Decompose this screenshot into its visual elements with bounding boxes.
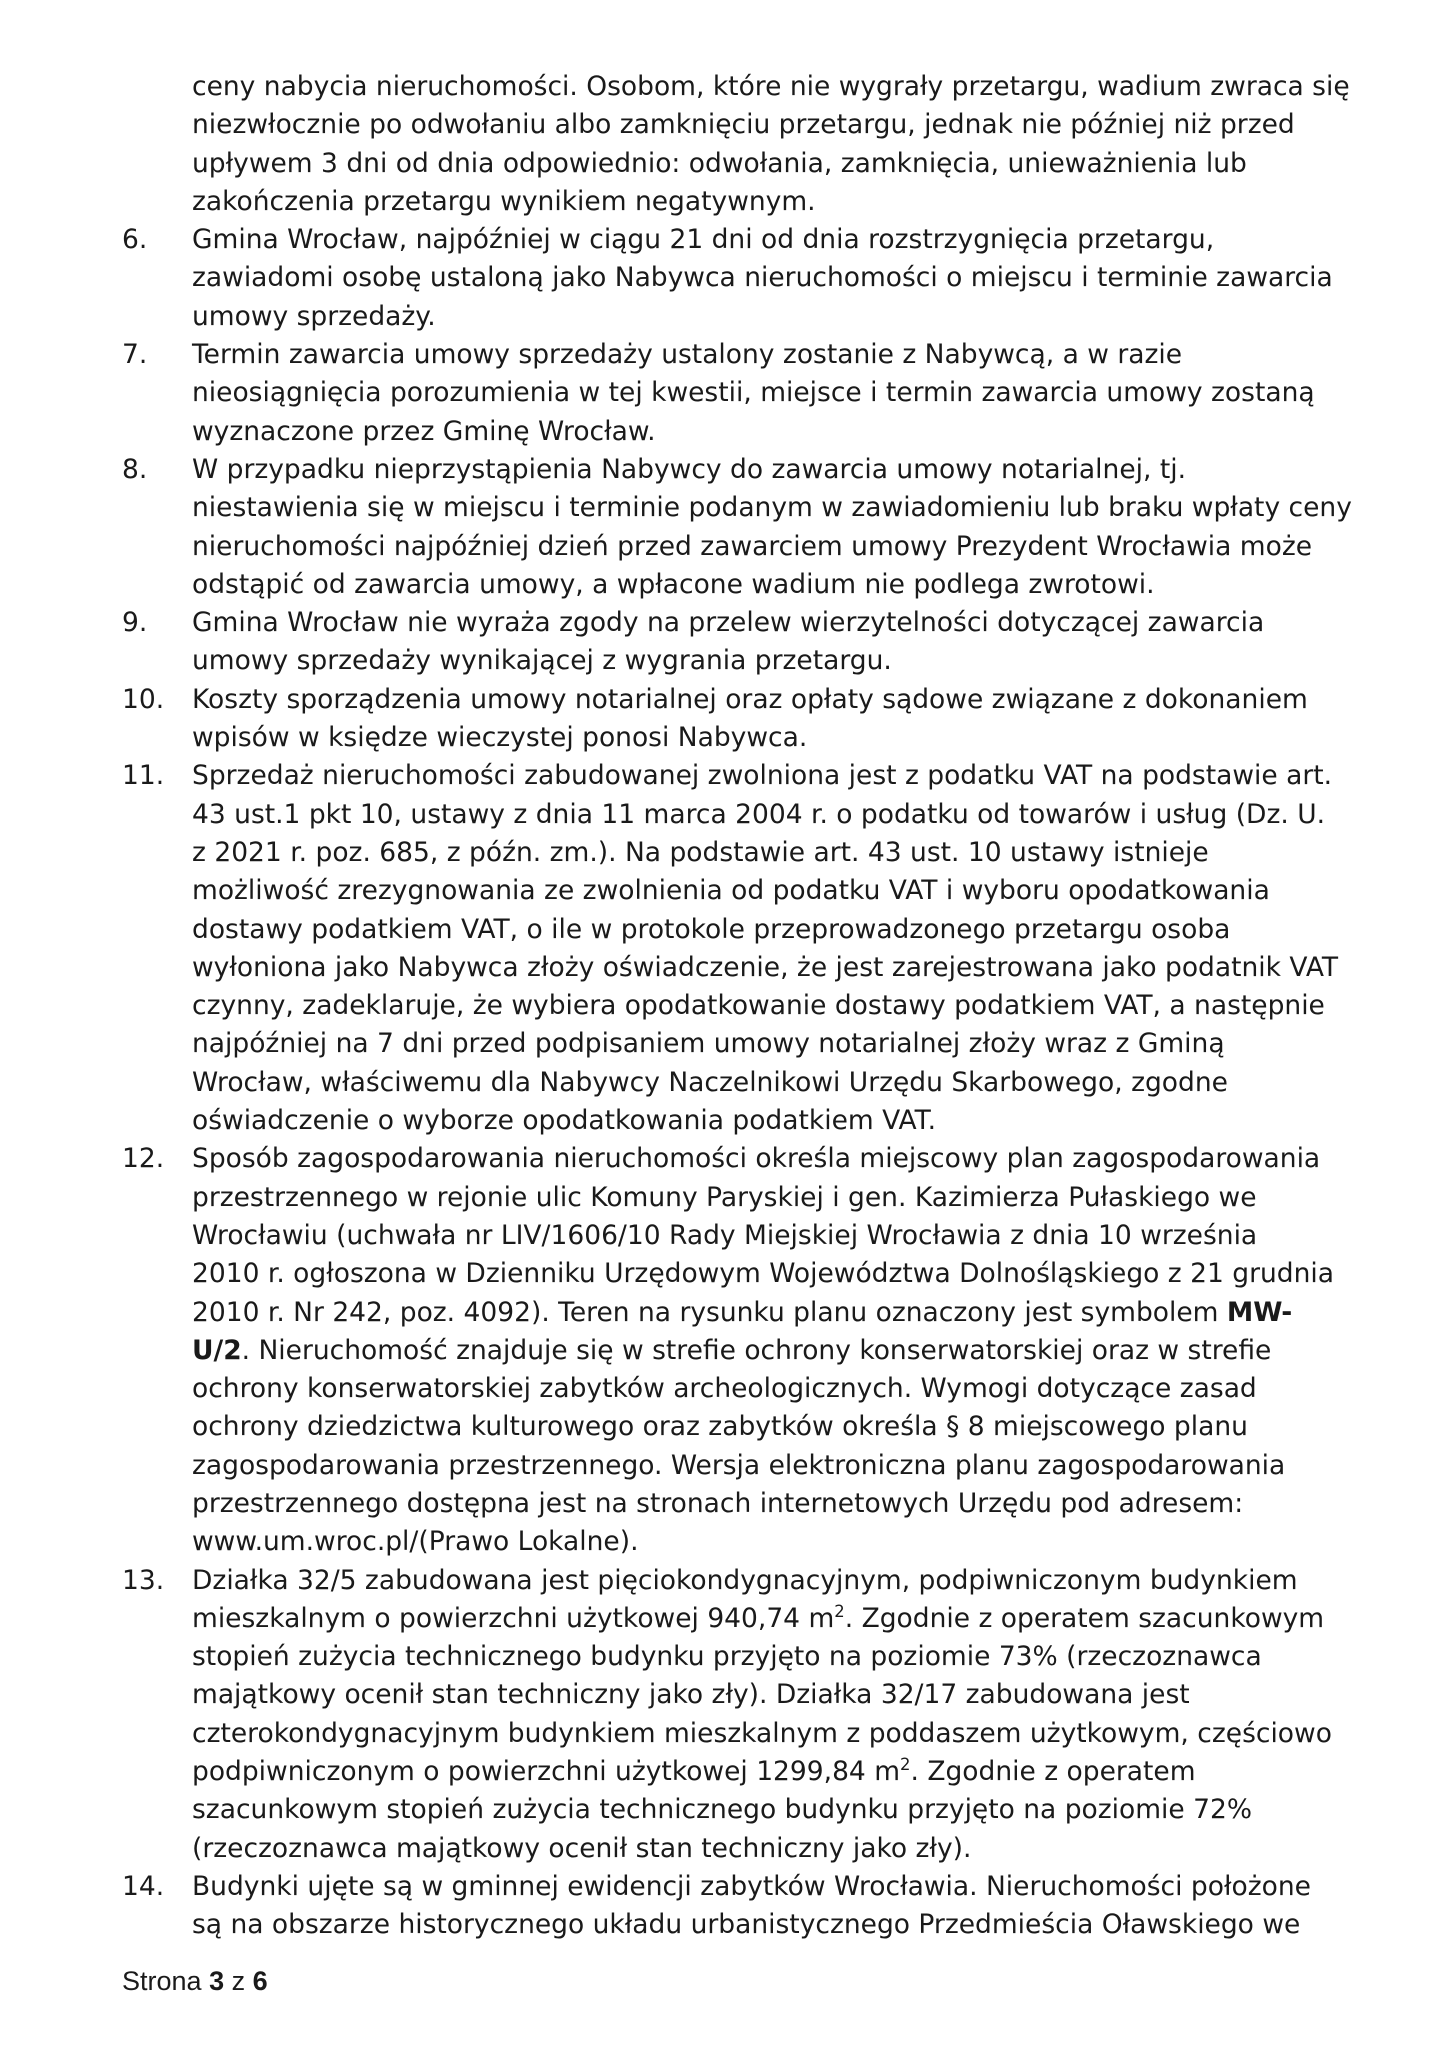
text-line: są na obszarze historycznego układu urbanistycznego Przedmieścia Oławskiego we	[192, 1909, 1301, 1941]
list-item-7	[122, 336, 1372, 451]
text-line: przestrzennego w rejonie ulic Komuny Paryskiej i gen. Kazimierza Pułaskiego we	[192, 1181, 1257, 1213]
text-line: nieruchomości najpóźniej dzień przed zawarciem umowy Prezydent Wrocławia może	[192, 530, 1313, 562]
text-line: Działka 32/5 zabudowana jest pięciokondygnacyjnym, podpiwniczonym budynkiem	[192, 1564, 1298, 1596]
item-number: 6.	[122, 224, 148, 256]
text-line: ochrony dziedzictwa kulturowego oraz zabytków określa § 8 miejscowego planu	[192, 1411, 1248, 1443]
text-segment: . Zgodnie z operatem szacunkowym	[844, 1602, 1325, 1634]
text-segment: podpiwniczonym o powierzchni użytkowej 1299,84 m	[192, 1756, 901, 1788]
text-line: wpisów w księdze wieczystej ponosi Nabywca.	[192, 722, 808, 754]
text-line: zagospodarowania przestrzennego. Wersja elektroniczna planu zagospodarowania	[192, 1449, 1286, 1481]
text-segment: . Zgodnie z operatem	[910, 1756, 1196, 1788]
superscript: 2	[834, 1601, 845, 1621]
plan-symbol: U/2	[192, 1334, 242, 1366]
text-line: czterokondygnacyjnym budynkiem mieszkalnym z poddaszem użytkowym, częściowo	[192, 1717, 1332, 1749]
item-number: 12.	[122, 1143, 165, 1175]
text-line: zawiadomi osobę ustaloną jako Nabywca nieruchomości o miejscu i terminie zawarcia	[192, 262, 1333, 294]
text-line: 43 ust.1 pkt 10, ustawy z dnia 11 marca 2004 r. o podatku od towarów i usług (Dz. U.	[192, 798, 1326, 830]
text-line: wyznaczone przez Gminę Wrocław.	[192, 415, 656, 447]
text-line: czynny, zadeklaruje, że wybiera opodatkowanie dostawy podatkiem VAT, a następnie	[192, 990, 1325, 1022]
text-line: zakończenia przetargu wynikiem negatywnym.	[192, 185, 816, 217]
current-page-number: 3	[209, 1966, 225, 1996]
text-line: 2010 r. ogłoszona w Dzienniku Urzędowym Województwa Dolnośląskiego z 21 grudnia	[192, 1258, 1335, 1290]
list-item-13	[122, 1562, 1372, 1868]
text-line: Sposób zagospodarowania nieruchomości określa miejscowy plan zagospodarowania	[192, 1143, 1321, 1175]
text-line: odstąpić od zawarcia umowy, a wpłacone wadium nie podlega zwrotowi.	[192, 568, 1155, 600]
list-item-11	[122, 757, 1372, 1140]
text-line: dostawy podatkiem VAT, o ile w protokole przeprowadzonego przetargu osoba	[192, 913, 1231, 945]
text-line	[192, 1332, 1372, 1370]
text-line: Gmina Wrocław nie wyraża zgody na przelew wierzytelności dotyczącej zawarcia	[192, 607, 1265, 639]
footer-separator: z	[231, 1966, 246, 1996]
footer-label: Strona	[122, 1966, 202, 1996]
continuation-paragraph	[192, 68, 1372, 221]
text-line: niezwłocznie po odwołaniu albo zamknięciu przetargu, jednak nie później niż przed	[192, 109, 1295, 141]
text-segment: mieszkalnym o powierzchni użytkowej 940,74 m	[192, 1602, 835, 1634]
text-line: przestrzennego dostępna jest na stronach internetowych Urzędu pod adresem:	[192, 1487, 1244, 1519]
list-item-9	[122, 604, 1372, 681]
text-line: Budynki ujęte są w gminnej ewidencji zabytków Wrocławia. Nieruchomości położone	[192, 1870, 1311, 1902]
text-line	[192, 1753, 1372, 1791]
text-line: umowy sprzedaży.	[192, 300, 436, 332]
item-number: 8.	[122, 453, 148, 485]
list-item-12	[122, 1140, 1372, 1561]
text-line: niestawienia się w miejscu i terminie podanym w zawiadomieniu lub braku wpłaty ceny	[192, 492, 1352, 524]
text-line: www.um.wroc.pl/(Prawo Lokalne).	[192, 1526, 639, 1558]
text-line: upływem 3 dni od dnia odpowiednio: odwołania, zamknięcia, unieważnienia lub	[192, 147, 1247, 179]
text-line: szacunkowym stopień zużycia technicznego budynku przyjęto na poziomie 72%	[192, 1794, 1253, 1826]
list-item-8	[122, 451, 1372, 604]
text-line: Termin zawarcia umowy sprzedaży ustalony zostanie z Nabywcą, a w razie	[192, 339, 1183, 371]
text-line	[192, 1600, 1372, 1638]
text-line: z 2021 r. poz. 685, z późn. zm.). Na podstawie art. 43 ust. 10 ustawy istnieje	[192, 836, 1209, 868]
document-body	[122, 68, 1372, 1945]
text-line: Sprzedaż nieruchomości zabudowanej zwolniona jest z podatku VAT na podstawie art.	[192, 760, 1333, 792]
item-number: 11.	[122, 760, 165, 792]
text-line: W przypadku nieprzystąpienia Nabywcy do zawarcia umowy notarialnej, tj.	[192, 453, 1187, 485]
text-line: nieosiągnięcia porozumienia w tej kwestii, miejsce i termin zawarcia umowy zostaną	[192, 377, 1315, 409]
text-line: ceny nabycia nieruchomości. Osobom, które nie wygrały przetargu, wadium zwraca się	[192, 71, 1350, 102]
text-line: majątkowy ocenił stan techniczny jako zły). Działka 32/17 zabudowana jest	[192, 1679, 1190, 1711]
list-item-6	[122, 221, 1372, 336]
text-segment: 2010 r. Nr 242, poz. 4092). Teren na rysunku planu oznaczony jest symbolem	[192, 1296, 1227, 1328]
text-line: Gmina Wrocław, najpóźniej w ciągu 21 dni od dnia rozstrzygnięcia przetargu,	[192, 224, 1215, 256]
plan-symbol: MW-	[1226, 1296, 1293, 1328]
list-item-14	[122, 1868, 1372, 1945]
total-page-count: 6	[252, 1966, 268, 1996]
text-line: możliwość zrezygnowania ze zwolnienia od podatku VAT i wyboru opodatkowania	[192, 875, 1270, 907]
text-line	[192, 1294, 1372, 1332]
text-line: Wrocław, właściwemu dla Nabywcy Naczelnikowi Urzędu Skarbowego, zgodne	[192, 1066, 1228, 1098]
superscript: 2	[900, 1754, 911, 1774]
text-line: oświadczenie o wyborze opodatkowania podatkiem VAT.	[192, 1105, 937, 1137]
text-line: Koszty sporządzenia umowy notarialnej oraz opłaty sądowe związane z dokonaniem	[192, 683, 1308, 715]
text-segment: . Nieruchomość znajduje się w strefie ochrony konserwatorskiej oraz w strefie	[241, 1334, 1272, 1366]
item-number: 7.	[122, 339, 148, 371]
text-line: wyłoniona jako Nabywca złoży oświadczenie, że jest zarejestrowana jako podatnik VAT	[192, 951, 1339, 983]
text-line: najpóźniej na 7 dni przed podpisaniem umowy notarialnej złoży wraz z Gminą	[192, 1028, 1225, 1060]
text-line: umowy sprzedaży wynikającej z wygrania przetargu.	[192, 645, 892, 677]
item-number: 14.	[122, 1870, 165, 1902]
text-line: stopień zużycia technicznego budynku przyjęto na poziomie 73% (rzeczoznawca	[192, 1641, 1262, 1673]
page-footer	[122, 1966, 268, 1997]
item-number: 9.	[122, 607, 148, 639]
item-number: 10.	[122, 683, 165, 715]
text-line: ochrony konserwatorskiej zabytków archeologicznych. Wymogi dotyczące zasad	[192, 1373, 1257, 1405]
text-line: Wrocławiu (uchwała nr LIV/1606/10 Rady Miejskiej Wrocławia z dnia 10 września	[192, 1219, 1258, 1251]
list-item-10	[122, 681, 1372, 758]
text-line: (rzeczoznawca majątkowy ocenił stan techniczny jako zły).	[192, 1832, 972, 1864]
item-number: 13.	[122, 1564, 165, 1596]
